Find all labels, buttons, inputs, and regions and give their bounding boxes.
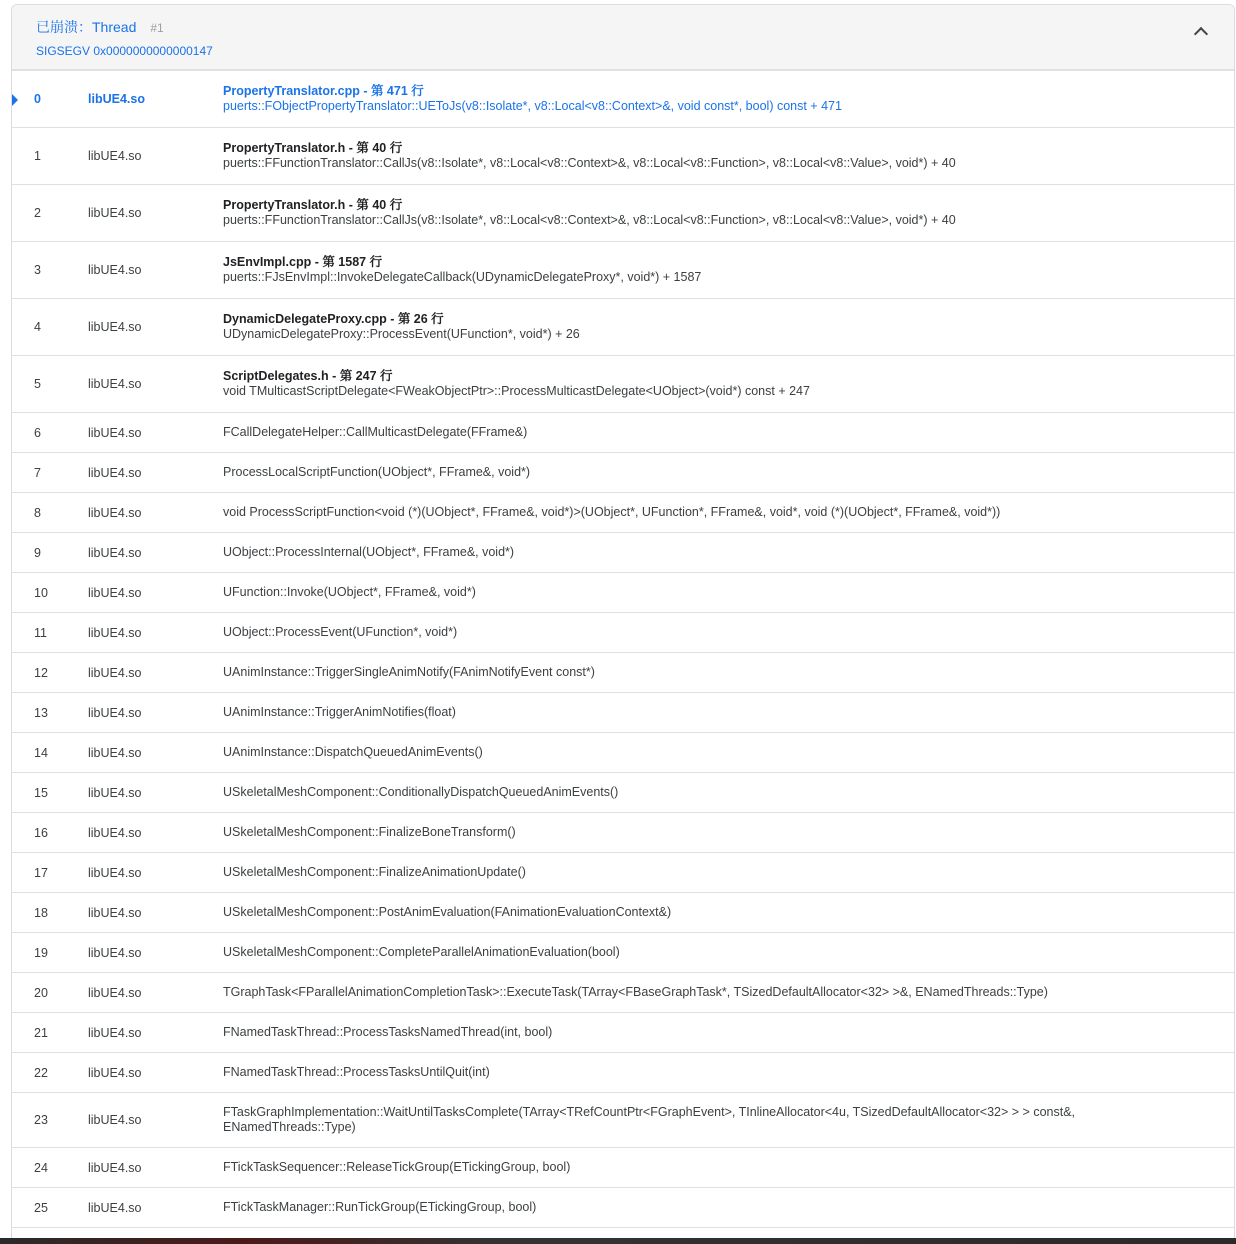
frame-function: USkeletalMeshComponent::CompleteParallelAnimationEvaluation(bool): [223, 945, 620, 959]
frame-function: UFunction::Invoke(UObject*, FFrame&, void*): [223, 585, 476, 599]
frame-function: USkeletalMeshComponent::ConditionallyDispatchQueuedAnimEvents(): [223, 785, 619, 799]
frame-library: libUE4.so: [88, 92, 145, 106]
frame-file: PropertyTranslator.h - 第 40 行: [223, 198, 403, 212]
frame-library: libUE4.so: [88, 206, 142, 220]
frame-library: libUE4.so: [88, 465, 142, 480]
frame-detail: [223, 425, 1194, 440]
frame-library: libUE4.so: [88, 149, 142, 163]
stack-frame-row[interactable]: [12, 893, 1234, 933]
frame-detail: [223, 198, 1194, 228]
frame-library: libUE4.so: [88, 625, 142, 640]
frame-detail: [223, 141, 1194, 171]
frame-function: UObject::ProcessEvent(UFunction*, void*): [223, 625, 458, 639]
stack-frame-row[interactable]: [12, 1148, 1234, 1188]
frame-number: 1: [34, 149, 41, 163]
frame-detail: [223, 905, 1194, 920]
frame-function: FTickTaskManager::RunTickGroup(ETickingGroup, bool): [223, 1200, 537, 1214]
frame-library: libUE4.so: [88, 320, 142, 334]
frame-number: 24: [34, 1160, 48, 1175]
frame-number: 9: [34, 545, 41, 560]
frame-detail: [223, 745, 1194, 760]
selected-frame-marker-icon: [11, 93, 18, 107]
stack-frame-row[interactable]: [12, 1188, 1234, 1228]
signal-text: SIGSEGV 0x0000000000000147: [36, 44, 213, 58]
frame-library: libUE4.so: [88, 745, 142, 760]
frame-number: 4: [34, 320, 41, 334]
frame-function: void ProcessScriptFunction<void (*)(UObject*, FFrame&, void*)>(UObject*, UFunction*, FFrame&, void*, void (*)(UObject*, FFrame&, void*)): [223, 505, 1001, 519]
frame-file: DynamicDelegateProxy.cpp - 第 26 行: [223, 312, 444, 326]
stack-frame-row[interactable]: [12, 853, 1234, 893]
frame-library: libUE4.so: [88, 263, 142, 277]
frame-function: UAnimInstance::DispatchQueuedAnimEvents(): [223, 745, 483, 759]
stack-frame-row[interactable]: [12, 356, 1234, 413]
frame-number: 17: [34, 865, 48, 880]
frame-detail: [223, 625, 1194, 640]
frame-library: libUE4.so: [88, 1200, 142, 1215]
frame-detail: [223, 1200, 1194, 1215]
frame-detail: [223, 84, 1194, 114]
stack-frame-row[interactable]: [12, 773, 1234, 813]
frame-file: PropertyTranslator.h - 第 40 行: [223, 141, 403, 155]
frame-library: libUE4.so: [88, 377, 142, 391]
stack-frame-row[interactable]: [12, 453, 1234, 493]
frame-library: libUE4.so: [88, 505, 142, 520]
frame-detail: [223, 665, 1194, 680]
frame-function: TGraphTask<FParallelAnimationCompletionTask>::ExecuteTask(TArray<FBaseGraphTask*, TSizedDefaultAllocator<32> >&, ENamedThreads::Type): [223, 985, 1048, 999]
frame-function: FTaskGraphImplementation::WaitUntilTasksComplete(TArray<TRefCountPtr<FGraphEvent>, TInlineAllocator<4u, TSizedDefaultAllocator<32> > > const&, ENamedThreads::Type): [223, 1105, 1076, 1134]
taskbar: [0, 1238, 1236, 1244]
frame-number: 23: [34, 1113, 48, 1127]
frame-library: libUE4.so: [88, 1065, 142, 1080]
frame-number: 22: [34, 1065, 48, 1080]
frame-library: libUE4.so: [88, 905, 142, 920]
frame-number: 14: [34, 745, 48, 760]
stack-frame-row[interactable]: [12, 71, 1234, 128]
frame-number: 12: [34, 665, 48, 680]
frame-number: 25: [34, 1200, 48, 1215]
frame-detail: [223, 505, 1194, 520]
frame-library: libUE4.so: [88, 545, 142, 560]
frame-detail: [223, 1105, 1194, 1135]
frame-detail: [223, 585, 1194, 600]
frame-library: libUE4.so: [88, 425, 142, 440]
thread-title-text: 已崩溃：Thread: [36, 19, 137, 35]
frame-function: FTickTaskSequencer::ReleaseTickGroup(ETickingGroup, bool): [223, 1160, 571, 1174]
frame-detail: [223, 545, 1194, 560]
frame-library: libUE4.so: [88, 585, 142, 600]
frame-library: libUE4.so: [88, 665, 142, 680]
stack-frame-row[interactable]: [12, 613, 1234, 653]
frame-function: puerts::FFunctionTranslator::CallJs(v8::Isolate*, v8::Local<v8::Context>&, v8::Local<v8::Function>, v8::Local<v8::Value>, void*) + 40: [223, 213, 956, 227]
stack-frame-row[interactable]: [12, 1013, 1234, 1053]
frame-function: UDynamicDelegateProxy::ProcessEvent(UFunction*, void*) + 26: [223, 327, 580, 341]
frame-number: 10: [34, 585, 48, 600]
frame-library: libUE4.so: [88, 1025, 142, 1040]
frame-library: libUE4.so: [88, 825, 142, 840]
frame-library: libUE4.so: [88, 785, 142, 800]
frame-detail: [223, 465, 1194, 480]
frame-number: 8: [34, 505, 41, 520]
frame-file: ScriptDelegates.h - 第 247 行: [223, 369, 393, 383]
stack-frame-row[interactable]: [12, 533, 1234, 573]
frame-number: 7: [34, 465, 41, 480]
frame-detail: [223, 865, 1194, 880]
frame-detail: [223, 312, 1194, 342]
frame-number: 0: [34, 92, 41, 106]
frame-detail: [223, 255, 1194, 285]
frame-function: puerts::FJsEnvImpl::InvokeDelegateCallback(UDynamicDelegateProxy*, void*) + 1587: [223, 270, 702, 284]
stack-frame-row[interactable]: [12, 299, 1234, 356]
stack-frame-row[interactable]: [12, 733, 1234, 773]
frame-detail: [223, 1160, 1194, 1175]
thread-title: [36, 17, 1234, 37]
crash-thread-panel: [11, 4, 1235, 1244]
stack-frame-row[interactable]: [12, 493, 1234, 533]
stack-frame-row[interactable]: [12, 573, 1234, 613]
frame-number: 19: [34, 945, 48, 960]
thread-number: #1: [150, 21, 164, 35]
frame-number: 13: [34, 705, 48, 720]
frame-library: libUE4.so: [88, 1160, 142, 1175]
frame-function: USkeletalMeshComponent::FinalizeAnimationUpdate(): [223, 865, 526, 879]
frame-number: 18: [34, 905, 48, 920]
frame-library: libUE4.so: [88, 945, 142, 960]
stack-frame-row[interactable]: [12, 413, 1234, 453]
stack-frame-row[interactable]: [12, 693, 1234, 733]
frame-detail: [223, 1025, 1194, 1040]
stack-frame-row[interactable]: [12, 933, 1234, 973]
frame-file: PropertyTranslator.cpp - 第 471 行: [223, 84, 424, 98]
frame-number: 3: [34, 263, 41, 277]
frame-function: FNamedTaskThread::ProcessTasksNamedThread(int, bool): [223, 1025, 553, 1039]
stack-frame-row[interactable]: [12, 185, 1234, 242]
frame-function: USkeletalMeshComponent::PostAnimEvaluation(FAnimationEvaluationContext&): [223, 905, 672, 919]
frame-function: FNamedTaskThread::ProcessTasksUntilQuit(int): [223, 1065, 490, 1079]
frame-function: ProcessLocalScriptFunction(UObject*, FFrame&, void*): [223, 465, 531, 479]
frame-number: 16: [34, 825, 48, 840]
frame-function: UObject::ProcessInternal(UObject*, FFrame&, void*): [223, 545, 515, 559]
frame-number: 21: [34, 1025, 48, 1040]
frame-number: 11: [34, 625, 47, 640]
frame-file: JsEnvImpl.cpp - 第 1587 行: [223, 255, 383, 269]
frame-function: puerts::FObjectPropertyTranslator::UEToJs(v8::Isolate*, v8::Local<v8::Context>&, void const*, bool) const + 471: [223, 99, 842, 113]
frame-detail: [223, 945, 1194, 960]
frame-function: FCallDelegateHelper::CallMulticastDelegate(FFrame&): [223, 425, 528, 439]
stack-frame-row[interactable]: [12, 973, 1234, 1013]
frame-detail: [223, 705, 1194, 720]
stack-frame-row[interactable]: [12, 128, 1234, 185]
stack-frame-row[interactable]: [12, 1053, 1234, 1093]
frame-function: USkeletalMeshComponent::FinalizeBoneTransform(): [223, 825, 516, 839]
frame-detail: [223, 985, 1194, 1000]
stack-frame-row[interactable]: [12, 242, 1234, 299]
frame-number: 5: [34, 377, 41, 391]
frame-number: 2: [34, 206, 41, 220]
stack-frame-row[interactable]: [12, 813, 1234, 853]
frame-library: libUE4.so: [88, 985, 142, 1000]
thread-header[interactable]: [12, 5, 1234, 71]
frame-library: libUE4.so: [88, 865, 142, 880]
frame-function: void TMulticastScriptDelegate<FWeakObjectPtr>::ProcessMulticastDelegate<UObject>(void*) const + 247: [223, 384, 810, 398]
stack-frame-row[interactable]: [12, 653, 1234, 693]
frame-detail: [223, 369, 1194, 399]
frame-library: libUE4.so: [88, 1113, 142, 1127]
frame-number: 20: [34, 985, 48, 1000]
frame-number: 6: [34, 425, 41, 440]
frame-function: UAnimInstance::TriggerSingleAnimNotify(FAnimNotifyEvent const*): [223, 665, 595, 679]
frame-detail: [223, 1065, 1194, 1080]
frame-number: 15: [34, 785, 48, 800]
frame-detail: [223, 825, 1194, 840]
stack-frame-list: [12, 71, 1234, 1244]
frame-library: libUE4.so: [88, 705, 142, 720]
stack-frame-row[interactable]: [12, 1093, 1234, 1148]
frame-detail: [223, 785, 1194, 800]
frame-function: UAnimInstance::TriggerAnimNotifies(float): [223, 705, 456, 719]
frame-function: puerts::FFunctionTranslator::CallJs(v8::Isolate*, v8::Local<v8::Context>&, v8::Local<v8::Function>, v8::Local<v8::Value>, void*) + 40: [223, 156, 956, 170]
